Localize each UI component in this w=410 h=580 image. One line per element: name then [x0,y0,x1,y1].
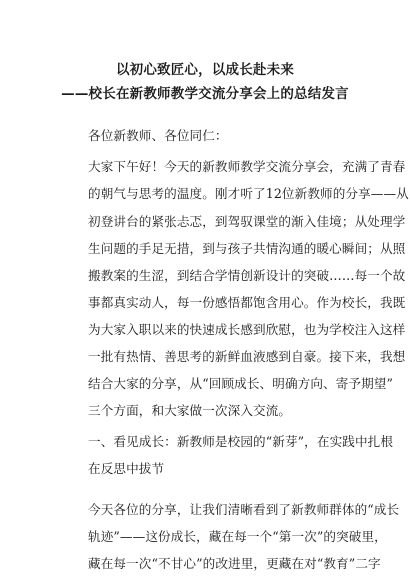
paragraph-1-line: 初登讲台的紧张忐忑，到驾驭课堂的渐入佳境；从处理学 [88,214,406,229]
paragraph-1-line: 搬教案的生涩，到结合学情创新设计的突破……每一个故 [88,268,406,283]
paragraph-2-line: 今天各位的分享，让我们清晰看到了新教师群体的“成长 [88,502,400,517]
document-subtitle: ——校长在新教师教学交流分享会上的总结发言 [61,86,349,102]
document-title: 以初心致匠心，以成长赴未来 [115,62,295,78]
section-heading-line: 在反思中拔节 [88,461,165,476]
paragraph-1-line: 一批有热情、善思考的新鲜血液感到自豪。接下来，我想 [88,349,406,364]
paragraph-2-line: 藏在每一次“不甘心”的改进里，更藏在对“教育”二字 [88,556,381,571]
section-heading-line: 一、看见成长：新教师是校园的“新芽”，在实践中扎根 [88,434,394,449]
paragraph-1-line: 生问题的手足无措，到与孩子共情沟通的暖心瞬间；从照 [88,241,406,256]
paragraph-1-line: 结合大家的分享，从“回顾成长、明确方向、寄予期望” [88,376,394,391]
greeting: 各位新教师、各位同仁： [88,128,228,143]
paragraph-1-line: 的朝气与思考的温度。刚才听了12位新教师的分享——从 [88,186,409,201]
paragraph-2-line: 轨迹”——这份成长，藏在每一个“第一次”的突破里， [88,529,387,544]
paragraph-1-line: 三个方面，和大家做一次深入交流。 [88,403,292,418]
paragraph-1-line: 为大家入职以来的快速成长感到欣慰，也为学校注入这样 [88,322,406,337]
paragraph-1-line: 大家下午好！今天的新教师教学交流分享会，充满了青春 [88,159,406,174]
paragraph-1-line: 事都真实动人，每一份感悟都饱含用心。作为校长，我既 [88,295,406,310]
